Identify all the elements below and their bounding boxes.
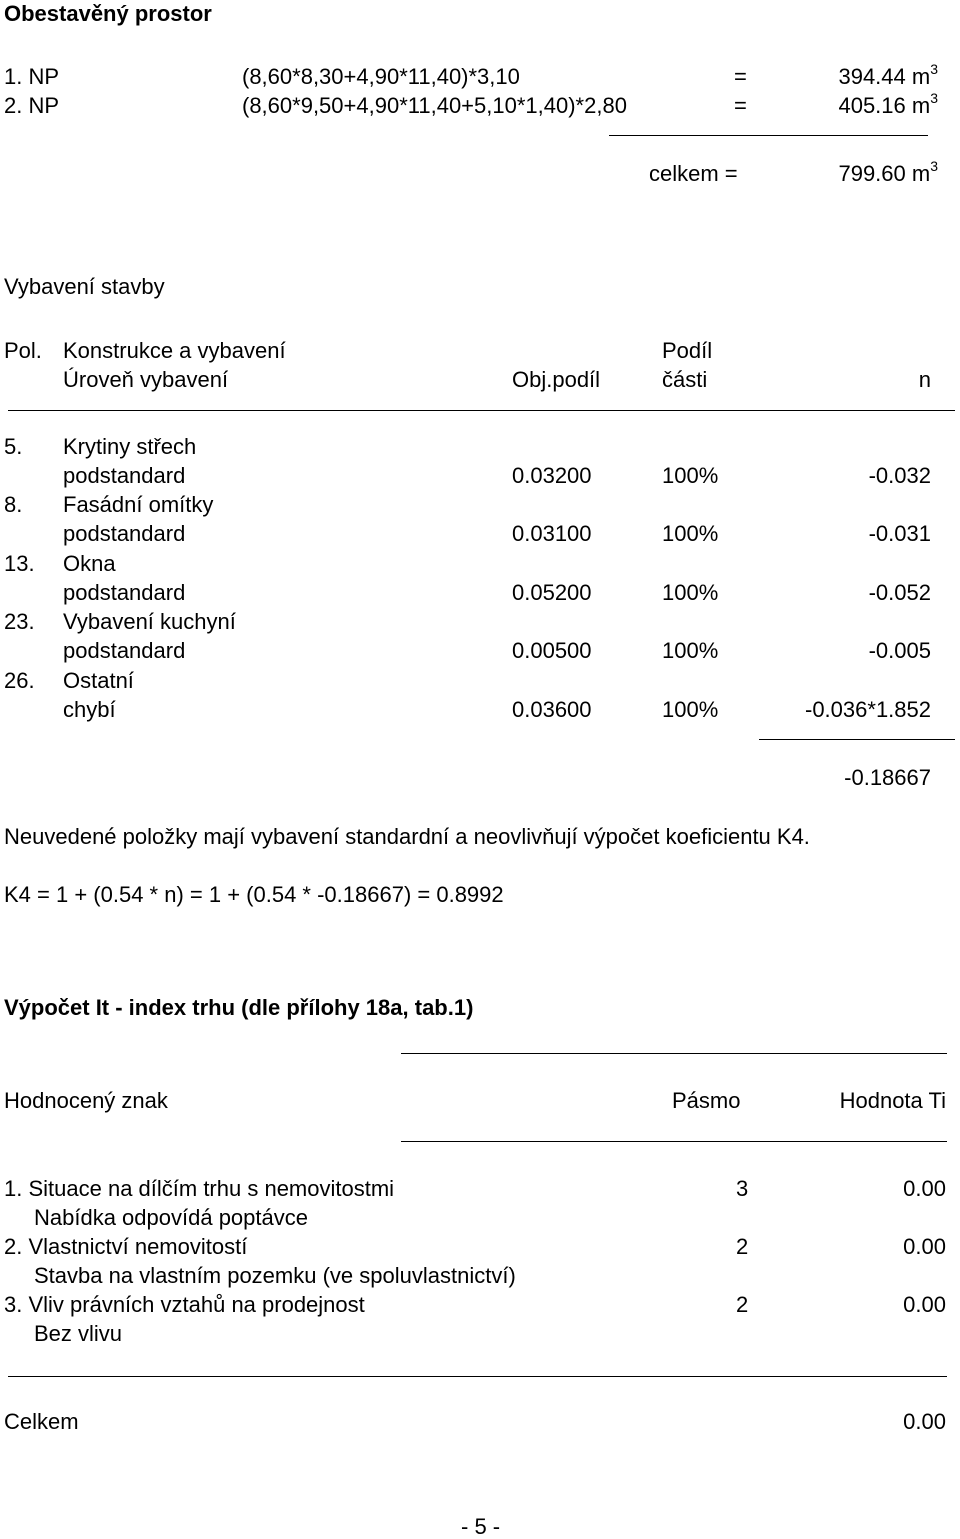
index-row-detail: Stavba na vlastním pozemku (ve spoluvlastnictví) bbox=[34, 1263, 516, 1288]
equipment-obj: 0.03200 bbox=[512, 463, 592, 488]
index-row-band: 2 bbox=[736, 1292, 749, 1317]
page-number: - 5 - bbox=[461, 1514, 501, 1539]
index-row-detail: Nabídka odpovídá poptávce bbox=[34, 1205, 308, 1230]
equipment-name: Ostatní bbox=[63, 668, 134, 693]
volume-row-label: 1. NP bbox=[4, 64, 60, 89]
volume-row-eq: = bbox=[734, 64, 747, 89]
col-header-share: Podíl bbox=[662, 338, 713, 363]
equipment-pol: 26. bbox=[4, 668, 35, 693]
index-row-value: 0.00 bbox=[903, 1176, 946, 1201]
equipment-obj: 0.00500 bbox=[512, 638, 592, 663]
equipment-sum-rule bbox=[759, 739, 955, 740]
index-row-name: 1. Situace na dílčím trhu s nemovitostmi bbox=[4, 1176, 395, 1201]
volume-row-label: 2. NP bbox=[4, 93, 60, 118]
index-header-sign: Hodnocený znak bbox=[4, 1088, 168, 1113]
equipment-title: Vybavení stavby bbox=[4, 274, 165, 299]
k4-formula: K4 = 1 + (0.54 * n) = 1 + (0.54 * -0.18667) = 0.8992 bbox=[4, 882, 504, 907]
equipment-level: podstandard bbox=[63, 638, 186, 663]
equipment-name: Krytiny střech bbox=[63, 434, 197, 459]
equipment-share: 100% bbox=[662, 521, 719, 546]
equipment-n: -0.031 bbox=[868, 521, 931, 546]
col-header-level: Úroveň vybavení bbox=[63, 367, 229, 392]
volume-total-value: 799.60 $m^3$ bbox=[838, 158, 938, 186]
equipment-level: chybí bbox=[63, 697, 116, 722]
index-total-value: 0.00 bbox=[903, 1409, 946, 1434]
equipment-name: Vybavení kuchyní bbox=[63, 609, 236, 634]
equipment-header-rule bbox=[8, 410, 955, 411]
equipment-level: podstandard bbox=[63, 463, 186, 488]
index-row-band: 3 bbox=[736, 1176, 749, 1201]
volume-row-value: 405.16 $m^3$ bbox=[838, 90, 938, 118]
equipment-pol: 23. bbox=[4, 609, 35, 634]
index-title-rule bbox=[401, 1053, 947, 1054]
equipment-n: -0.052 bbox=[868, 580, 931, 605]
volume-title: Obestavěný prostor bbox=[4, 1, 212, 26]
index-title: Výpočet It - index trhu (dle přílohy 18a, tab.1) bbox=[4, 995, 474, 1020]
volume-row-eq: = bbox=[734, 93, 747, 118]
equipment-obj: 0.05200 bbox=[512, 580, 592, 605]
volume-row-value: 394.44 $m^3$ bbox=[838, 61, 938, 89]
equipment-share: 100% bbox=[662, 580, 719, 605]
volume-row-formula: (8,60*8,30+4,90*11,40)*3,10 bbox=[242, 64, 520, 89]
equipment-pol: 8. bbox=[4, 492, 23, 517]
equipment-note: Neuvedené položky mají vybavení standardní a neovlivňují výpočet koeficientu K4. bbox=[4, 824, 810, 849]
col-header-share-part: části bbox=[662, 367, 708, 392]
col-header-construction: Konstrukce a vybavení bbox=[63, 338, 286, 363]
equipment-pol: 5. bbox=[4, 434, 23, 459]
index-row-name: 2. Vlastnictví nemovitostí bbox=[4, 1234, 248, 1259]
equipment-obj: 0.03100 bbox=[512, 521, 592, 546]
index-header-value: Hodnota Ti bbox=[839, 1088, 946, 1113]
equipment-sum-n: -0.18667 bbox=[844, 765, 931, 790]
index-row-value: 0.00 bbox=[903, 1292, 946, 1317]
equipment-pol: 13. bbox=[4, 551, 35, 576]
index-row-detail: Bez vlivu bbox=[34, 1321, 123, 1346]
col-header-pol: Pol. bbox=[4, 338, 42, 363]
index-header-band: Pásmo bbox=[672, 1088, 741, 1113]
index-total-label: Celkem bbox=[4, 1409, 79, 1434]
equipment-share: 100% bbox=[662, 638, 719, 663]
index-row-value: 0.00 bbox=[903, 1234, 946, 1259]
col-header-obj-share: Obj.podíl bbox=[512, 367, 601, 392]
volume-total-label: celkem = bbox=[649, 161, 738, 186]
equipment-level: podstandard bbox=[63, 521, 186, 546]
index-row-name: 3. Vliv právních vztahů na prodejnost bbox=[4, 1292, 365, 1317]
equipment-name: Fasádní omítky bbox=[63, 492, 214, 517]
equipment-n: -0.032 bbox=[868, 463, 931, 488]
equipment-level: podstandard bbox=[63, 580, 186, 605]
col-header-n: n bbox=[918, 367, 931, 392]
equipment-share: 100% bbox=[662, 697, 719, 722]
volume-row-formula: (8,60*9,50+4,90*11,40+5,10*1,40)*2,80 bbox=[242, 93, 627, 118]
index-row-band: 2 bbox=[736, 1234, 749, 1259]
equipment-share: 100% bbox=[662, 463, 719, 488]
volume-sum-rule bbox=[609, 135, 928, 136]
equipment-name: Okna bbox=[63, 551, 116, 576]
equipment-obj: 0.03600 bbox=[512, 697, 592, 722]
index-header-rule bbox=[401, 1141, 947, 1142]
equipment-n: -0.005 bbox=[868, 638, 931, 663]
index-total-rule bbox=[8, 1376, 947, 1377]
equipment-n: -0.036*1.852 bbox=[805, 697, 931, 722]
